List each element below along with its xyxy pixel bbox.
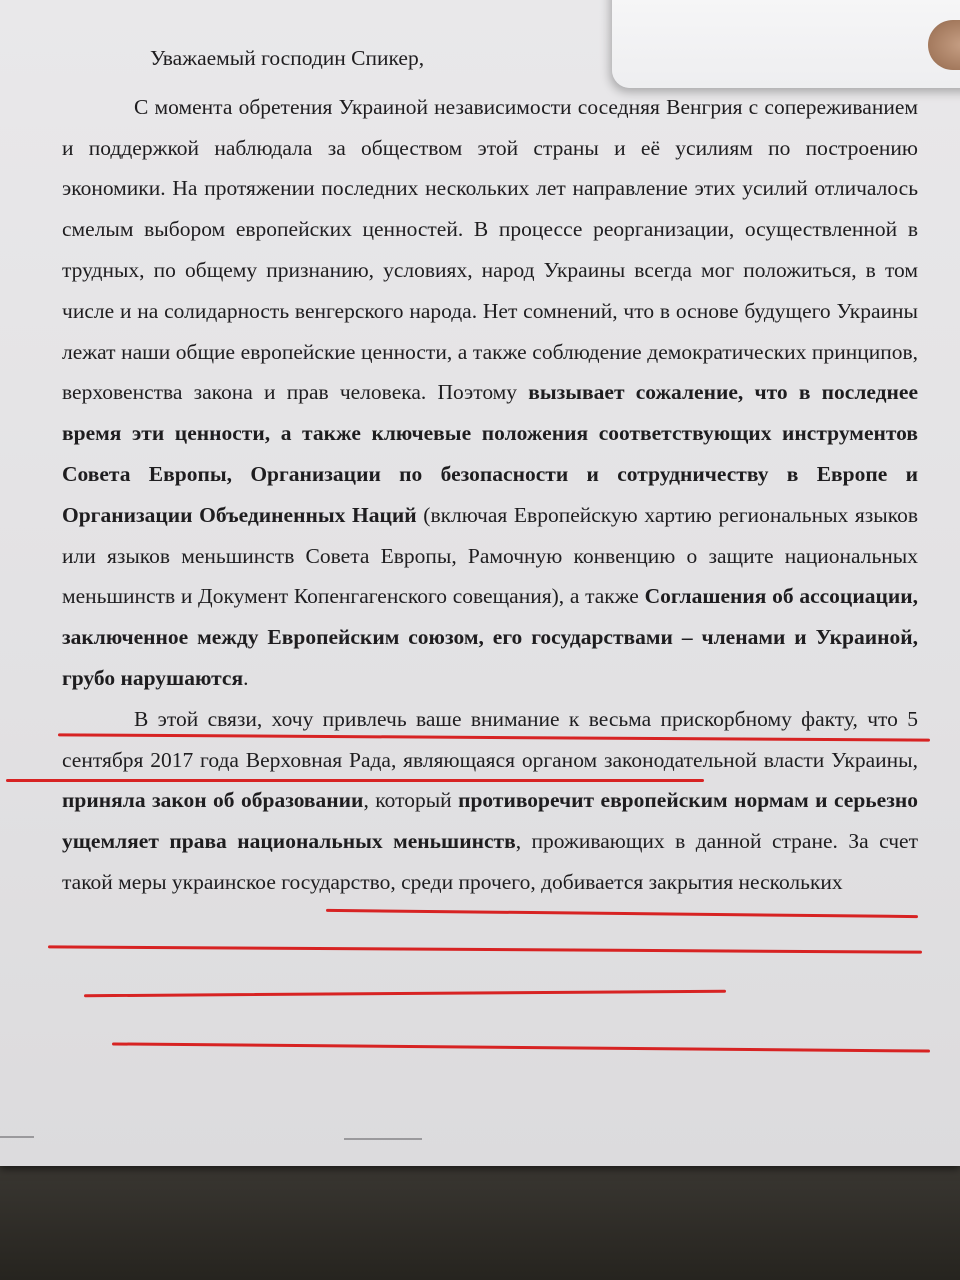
red-underline	[326, 909, 918, 918]
paragraph-1-text-c: .	[243, 665, 249, 690]
greeting: Уважаемый господин Спикер,	[150, 46, 425, 70]
paragraph-2-bold-b: противоречит европейским нормам и серьезно ущемляет права национальных меньшинств	[62, 788, 918, 854]
paragraph-2	[62, 699, 918, 903]
page-break-mark	[0, 1136, 34, 1138]
paragraph-1-text-b: (включая Европейскую хартию региональных языков или языков меньшинств Совета Европы, Рамочную конвенцию о защите национальных меньшинств и Документ Копенгагенского совещания), а также	[62, 502, 919, 609]
sticky-note	[612, 0, 960, 88]
paragraph-1	[62, 87, 918, 699]
paragraph-2-text-c: , проживающих в данной стране. За счет такой меры украинское государство, среди прочего, добивается закрытия нескольких	[62, 829, 918, 894]
paragraph-2-text-a: В этой связи, хочу привлечь ваше внимание к весьма прискорбному факту, что 5 сентября 2017 года Верховная Рада, являющаяся органом законодательной власти Украины,	[62, 706, 918, 772]
letter-body	[62, 38, 918, 903]
red-underline	[48, 945, 922, 953]
page-break-mark	[344, 1138, 422, 1140]
paragraph-1-text-a: С момента обретения Украиной независимости соседняя Венгрия с сопереживанием и поддержкой наблюдала за обществом этой страны и её усилиям по построению экономики. На протяжении последних нескольких лет направление этих усилий отличалось смелым выбором европейских ценностей. В процессе реорганизации, осуществленной в трудных, по общему признанию, условиях, народ Украины всегда мог положиться, в том числе и на солидарность венгерского народа. Нет сомнений, что в основе будущего Украины лежат наши общие европейские ценности, а также соблюдение демократических принципов, верховенства закона и прав человека. Поэтому	[62, 94, 918, 405]
paragraph-2-bold-a: приняла закон об образовании	[62, 788, 364, 813]
paragraph-1-bold-b: Соглашения об ассоциации, заключенное между Европейским союзом, его государствами – членами и Украиной, грубо нарушаются	[62, 584, 918, 690]
desk-surface	[0, 1162, 960, 1280]
paragraph-1-bold-a: вызывает сожаление, что в последнее время эти ценности, а также ключевые положения соответствующих инструментов Совета Европы, Организации по безопасности и сотрудничеству в Европе и Организации Объединенных Наций	[62, 380, 918, 527]
red-underline	[112, 1042, 930, 1052]
paragraph-2-text-b: , который	[363, 788, 459, 813]
red-underline	[84, 990, 726, 997]
red-underline	[6, 779, 704, 782]
